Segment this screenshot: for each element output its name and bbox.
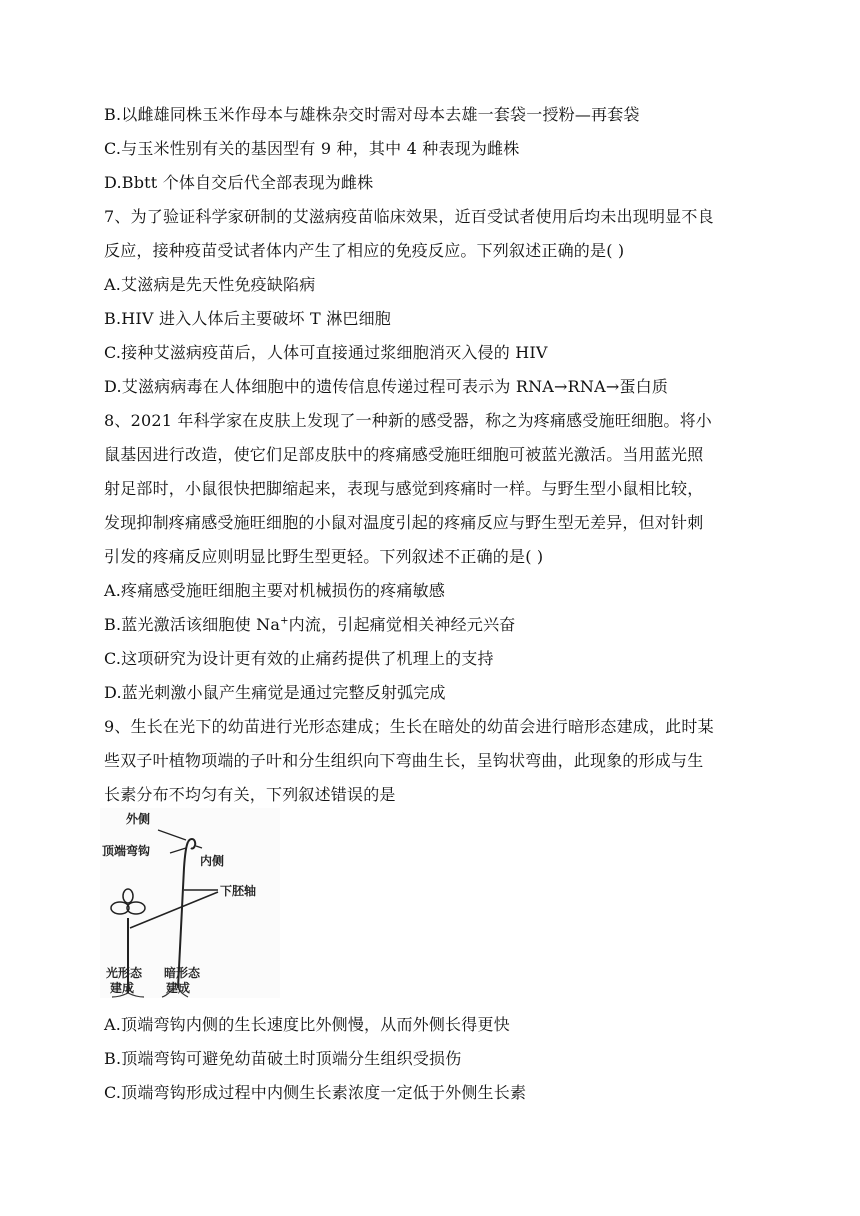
q8-option-b — [104, 614, 764, 636]
q7-option-c: C.接种艾滋病疫苗后，人体可直接通过浆细胞消灭入侵的 HIV — [104, 343, 548, 362]
q9-stem-line1: 9、生长在光下的幼苗进行光形态建成；生长在暗处的幼苗会进行暗形态建成，此时某 — [104, 717, 714, 736]
q8-option-c: C.这项研究为设计更有效的止痛药提供了机理上的支持 — [104, 649, 494, 668]
q8-stem-line2: 鼠基因进行改造，使它们足部皮肤中的疼痛感受施旺细胞可被蓝光激活。当用蓝光照 — [104, 445, 704, 464]
label-light-morphogenesis-1: 光形态 — [106, 966, 143, 980]
q7-option-d: D.艾滋病病毒在人体细胞中的遗传信息传递过程可表示为 RNA→RNA→蛋白质 — [104, 377, 669, 396]
q8-stem-line4: 发现抑制疼痛感受施旺细胞的小鼠对温度引起的疼痛反应与野生型无差异，但对针刺 — [104, 513, 704, 532]
q8-option-b-superscript: + — [280, 615, 289, 627]
q7-stem-line1: 7、为了验证科学家研制的艾滋病疫苗临床效果，近百受试者使用后均未出现明显不良 — [104, 207, 714, 226]
q6-option-c: C.与玉米性别有关的基因型有 9 种，其中 4 种表现为雌株 — [104, 139, 520, 158]
q6-option-b: B.以雌雄同株玉米作母本与雄株杂交时需对母本去雄一套袋一授粉—再套袋 — [104, 105, 640, 124]
q8-option-b-text1: B.蓝光激活该细胞使 Na — [104, 615, 281, 634]
q8-stem-line5: 引发的疼痛反应则明显比野生型更轻。下列叙述不正确的是( ) — [104, 547, 544, 566]
q9-stem-line3: 长素分布不均匀有关，下列叙述错误的是 — [104, 785, 396, 804]
q8-option-d: D.蓝光刺激小鼠产生痛觉是通过完整反射弧完成 — [104, 683, 446, 702]
q9-option-a: A.顶端弯钩内侧的生长速度比外侧慢，从而外侧长得更快 — [104, 1015, 510, 1034]
label-inner: 内侧 — [200, 854, 225, 868]
q7-option-a: A.艾滋病是先天性免疫缺陷病 — [104, 275, 316, 294]
q6-option-d: D.Bbtt 个体自交后代全部表现为雌株 — [104, 173, 374, 192]
q7-stem-line2: 反应，接种疫苗受试者体内产生了相应的免疫反应。下列叙述正确的是( ) — [104, 241, 625, 260]
q8-option-b-text2: 内流，引起痛觉相关神经元兴奋 — [288, 615, 516, 634]
q8-option-a: A.疼痛感受施旺细胞主要对机械损伤的疼痛敏感 — [104, 581, 446, 600]
label-light-morphogenesis-2: 建成 — [110, 981, 135, 995]
q9-option-b: B.顶端弯钩可避免幼苗破土时顶端分生组织受损伤 — [104, 1049, 462, 1068]
label-dark-morphogenesis-1: 暗形态 — [164, 966, 201, 980]
seedling-figure — [100, 808, 280, 998]
label-hypocotyl: 下胚轴 — [220, 884, 257, 898]
label-apical-hook: 顶端弯钩 — [102, 844, 151, 858]
label-dark-morphogenesis-2: 建成 — [166, 981, 191, 995]
q9-option-c: C.顶端弯钩形成过程中内侧生长素浓度一定低于外侧生长素 — [104, 1083, 527, 1102]
q7-option-b: B.HIV 进入人体后主要破坏 T 淋巴细胞 — [104, 309, 392, 328]
q8-stem-line3: 射足部时，小鼠很快把脚缩起来，表现与感觉到疼痛时一样。与野生型小鼠相比较， — [104, 479, 704, 498]
label-outer: 外侧 — [126, 812, 151, 826]
q9-stem-line2: 些双子叶植物项端的子叶和分生组织向下弯曲生长，呈钩状弯曲，此现象的形成与生 — [104, 751, 704, 770]
q8-stem-line1: 8、2021 年科学家在皮肤上发现了一种新的感受器，称之为疼痛感受施旺细胞。将小 — [104, 411, 712, 430]
